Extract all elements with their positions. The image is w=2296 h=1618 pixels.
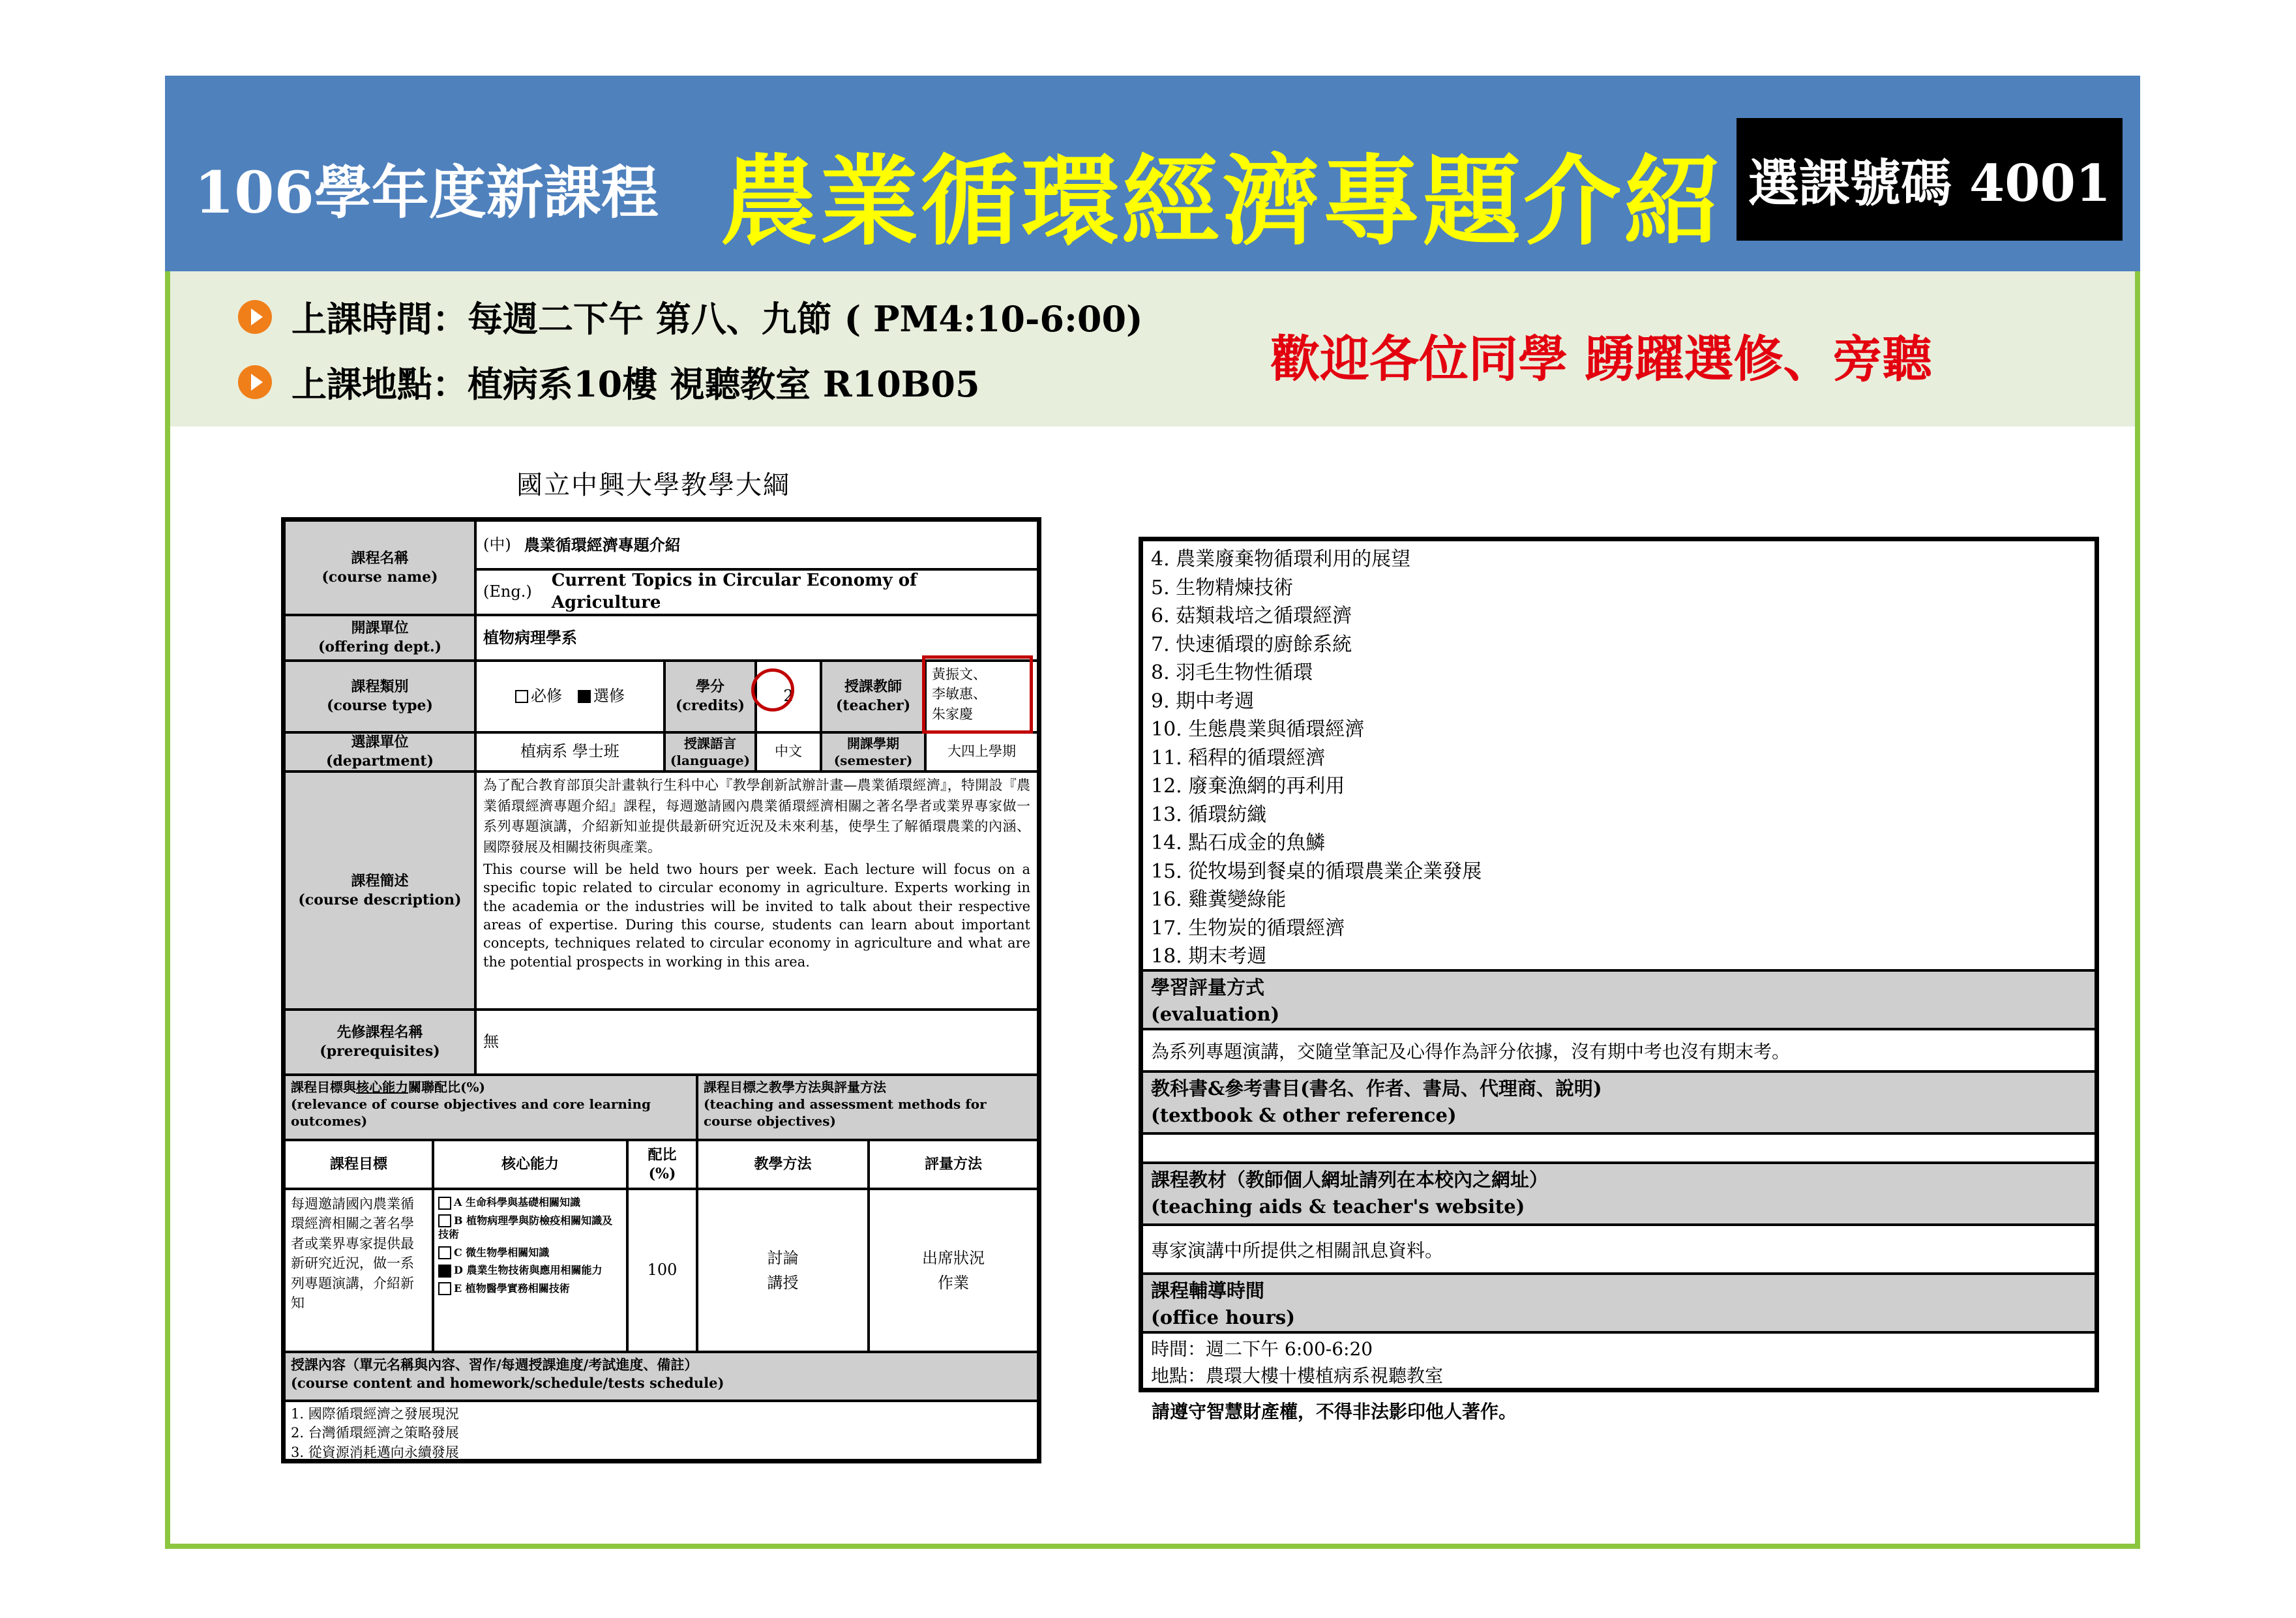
list-item: 9. 期中考週 bbox=[1151, 689, 1255, 713]
play-bullet-icon bbox=[238, 300, 272, 334]
content-list bbox=[284, 1401, 1038, 1460]
textbook-value bbox=[1142, 1133, 2096, 1163]
semester-label: 開課學期 (semester) bbox=[821, 732, 925, 772]
list-item: 17. 生物炭的循環經濟 bbox=[1151, 916, 1345, 940]
col-core: 核心能力 bbox=[433, 1140, 627, 1189]
offering-value: 植物病理學系 bbox=[475, 615, 1038, 661]
play-bullet-icon bbox=[238, 365, 272, 399]
class-time-row bbox=[238, 292, 1143, 342]
core-e-checkbox bbox=[438, 1282, 451, 1295]
list-item: 2. 台灣循環經濟之策略發展 bbox=[291, 1425, 459, 1441]
core-c-checkbox bbox=[438, 1246, 451, 1259]
description-label: 課程簡述 (course description) bbox=[284, 772, 475, 1010]
offering-label: 開課單位 (offering dept.) bbox=[284, 615, 475, 661]
core-competencies: A 生命科學與基礎相關知識 B 植物病理學與防檢疫相關知識及技術 C 微生物學相關知識 D 農業生物技術與應用相關能力 E 植物醫學實務相關技術 bbox=[433, 1189, 627, 1352]
list-item: 4. 農業廢棄物循環利用的展望 bbox=[1151, 548, 1411, 571]
col-ratio: 配比 (%) bbox=[627, 1140, 697, 1189]
year-label: 106學年度新課程 bbox=[194, 158, 659, 226]
list-item: 5. 生物精煉技術 bbox=[1151, 576, 1294, 599]
ratio-value: 100 bbox=[627, 1189, 697, 1352]
office-hours-label: 課程輔導時間 (office hours) bbox=[1142, 1274, 2096, 1332]
language-label: 授課語言 (language) bbox=[664, 732, 756, 772]
list-item: 16. 雞糞變綠能 bbox=[1151, 888, 1287, 911]
course-code-badge: 選課號碼 4001 bbox=[1737, 118, 2123, 241]
col-objective: 課程目標 bbox=[284, 1140, 433, 1189]
list-item: 10. 生態農業與循環經濟 bbox=[1151, 718, 1365, 741]
core-d-checkbox bbox=[438, 1265, 451, 1278]
list-item: 8. 羽毛生物性循環 bbox=[1151, 661, 1313, 684]
elective-checkbox bbox=[578, 690, 591, 703]
evaluation-value: 為系列專題演講，交隨堂筆記及心得作為評分依據，沒有期中考也沒有期末考。 bbox=[1142, 1029, 2096, 1071]
office-hours-value: 時間：週二下午 6:00-6:20 地點：農環大樓十樓植病系視聽教室 bbox=[1142, 1332, 2096, 1389]
description-value: 為了配合教育部頂尖計畫執行生科中心『教學創新試辦計畫—農業循環經濟』，特開設『農業循環經濟專題介紹』課程，每週邀請國內農業循環經濟相關之著名學者或業界專家做一系列專題演講，介紹新知並提供最新研究近況及未來利基，使學生了解循環農業的內涵、國際發展及相關技術與產業。 This course will be held two hours per week. Each lecture will focus on a specific topic related to circular economy in agriculture. Experts working in the academia or the industries will be invited to talk about their respective areas of expertise. During this course, students can learn about important concepts, techniques related to circular economy in agriculture and what are the potential prospects in working in this area. bbox=[475, 772, 1038, 1010]
class-place-row bbox=[238, 357, 980, 407]
copyright-notice: 請遵守智慧財產權，不得非法影印他人著作。 bbox=[1152, 1401, 1517, 1422]
teaching-method-label: 課程目標之教學方法與評量方法 (teaching and assessment methods for course objectives) bbox=[697, 1075, 1038, 1140]
assess-value: 出席狀況 作業 bbox=[869, 1189, 1038, 1352]
list-item: 12. 廢棄漁網的再利用 bbox=[1151, 775, 1345, 798]
welcome-message: 歡迎各位同學 踴躍選修、旁聽 bbox=[1270, 330, 1932, 388]
course-name-zh: (中) 農業循環經濟專題介紹 bbox=[475, 520, 1038, 569]
objective-text: 每週邀請國內農業循環經濟相關之著名學者或業界專家提供最新研究近況，做一系列專題演講，介紹新知 bbox=[284, 1189, 433, 1352]
course-name-label: 課程名稱 (course name) bbox=[284, 520, 475, 615]
course-name-en: (Eng.) Current Topics in Circular Economy of Agriculture bbox=[475, 569, 1038, 615]
list-item: 18. 期末考週 bbox=[1151, 945, 1267, 968]
class-place-text: 上課地點：植病系10樓 視聽教室 R10B05 bbox=[291, 363, 980, 405]
method-value: 討論 講授 bbox=[697, 1189, 869, 1352]
credits-highlight-circle bbox=[751, 668, 794, 712]
semester-value: 大四上學期 bbox=[925, 732, 1038, 772]
relevance-label: 課程目標與核心能力關聯配比(%) (relevance of course objectives and core learning outcomes) bbox=[284, 1075, 697, 1140]
teaching-aids-value: 專家演講中所提供之相關訊息資料。 bbox=[1142, 1225, 2096, 1274]
type-checkboxes: 必修 選修 bbox=[475, 661, 664, 732]
list-item: 6. 菇類栽培之循環經濟 bbox=[1151, 605, 1352, 627]
teaching-aids-label: 課程教材（教師個人網址請列在本校內之網址） (teaching aids & teacher's website) bbox=[1142, 1163, 2096, 1225]
list-item: 7. 快速循環的廚餘系統 bbox=[1151, 633, 1352, 656]
type-label: 課程類別 (course type) bbox=[284, 661, 475, 732]
col-method: 教學方法 bbox=[697, 1140, 869, 1189]
department-value: 植病系 學士班 bbox=[475, 732, 664, 772]
topics-list bbox=[1142, 540, 2096, 970]
teacher-highlight-box bbox=[922, 655, 1033, 734]
syllabus-title: 國立中興大學教學大綱 bbox=[516, 470, 790, 500]
textbook-label: 教科書&參考書目(書名、作者、書局、代理商、說明) (textbook & other reference) bbox=[1142, 1071, 2096, 1133]
list-item: 11. 稻稈的循環經濟 bbox=[1151, 746, 1326, 770]
prerequisites-label: 先修課程名稱 (prerequisites) bbox=[284, 1010, 475, 1075]
syllabus-table-right bbox=[1139, 537, 2099, 1392]
core-a-checkbox bbox=[438, 1197, 451, 1210]
language-value: 中文 bbox=[756, 732, 821, 772]
list-item: 15. 從牧場到餐桌的循環農業企業發展 bbox=[1151, 860, 1482, 883]
core-b-checkbox bbox=[438, 1214, 451, 1227]
credits-label: 學分 (credits) bbox=[664, 661, 756, 732]
credits-value: 2 bbox=[756, 661, 821, 732]
list-item: 3. 從資源消耗邁向永續發展 bbox=[291, 1444, 459, 1460]
department-label: 選課單位 (department) bbox=[284, 732, 475, 772]
list-item: 13. 循環紡織 bbox=[1151, 803, 1267, 826]
content-label: 授課內容（單元名稱與內容、習作/每週授課進度/考試進度、備註） (course content and homework/schedule/tests schedule) bbox=[284, 1352, 1038, 1401]
class-time-text: 上課時間：每週二下午 第八、九節 ( PM4:10-6:00) bbox=[291, 298, 1143, 340]
teacher-label: 授課教師 (teacher) bbox=[821, 661, 925, 732]
prerequisites-value: 無 bbox=[475, 1010, 1038, 1075]
teacher-value: 黃振文、 李敏惠、 朱家慶 bbox=[925, 661, 1038, 732]
list-item: 1. 國際循環經濟之發展現況 bbox=[291, 1406, 459, 1422]
evaluation-label: 學習評量方式 (evaluation) bbox=[1142, 970, 2096, 1029]
course-title: 農業循環經濟專題介紹 bbox=[720, 145, 1725, 259]
required-checkbox bbox=[515, 690, 528, 703]
col-assess: 評量方法 bbox=[869, 1140, 1038, 1189]
list-item: 14. 點石成金的魚鱗 bbox=[1151, 831, 1326, 854]
